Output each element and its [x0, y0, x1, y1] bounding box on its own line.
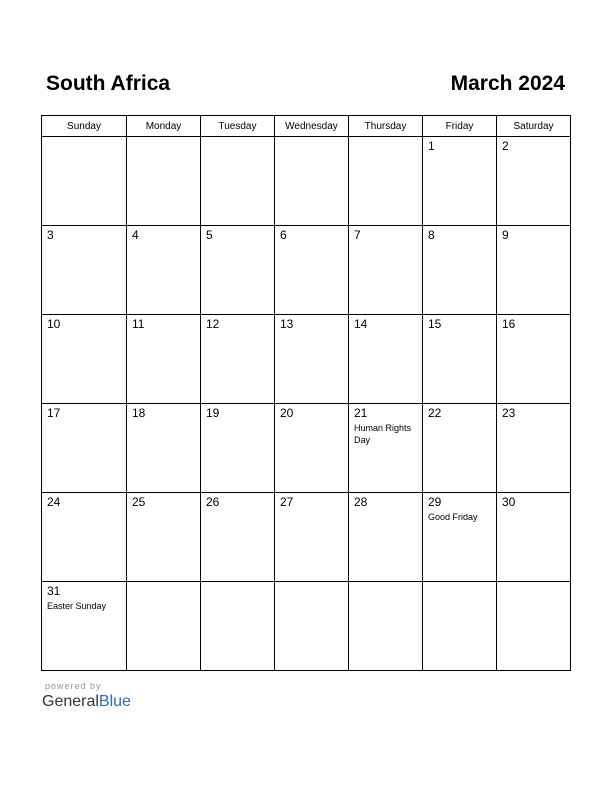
calendar-week-row — [42, 493, 571, 582]
calendar-day-cell — [127, 315, 201, 404]
calendar-day-cell — [42, 315, 127, 404]
day-number: 29 — [428, 495, 442, 509]
weekday-header: Thursday — [349, 116, 423, 137]
day-number: 5 — [206, 228, 213, 242]
weekday-header: Saturday — [497, 116, 571, 137]
calendar-day-cell — [275, 226, 349, 315]
day-number: 15 — [428, 317, 442, 331]
calendar-week-row — [42, 404, 571, 493]
day-number: 14 — [354, 317, 368, 331]
day-number: 20 — [280, 406, 294, 420]
calendar-grid — [41, 115, 571, 671]
calendar-day-cell — [42, 582, 127, 671]
calendar-country-title: South Africa — [46, 72, 171, 95]
day-number: 31 — [47, 584, 61, 598]
calendar-day-cell — [201, 404, 275, 493]
calendar-day-cell — [42, 137, 127, 226]
day-number: 30 — [502, 495, 516, 509]
calendar-day-cell — [497, 582, 571, 671]
day-number: 17 — [47, 406, 61, 420]
holiday-label: Easter Sunday — [47, 601, 107, 611]
calendar-day-cell — [349, 582, 423, 671]
calendar-day-cell — [42, 226, 127, 315]
day-number: 16 — [502, 317, 516, 331]
day-number: 24 — [47, 495, 61, 509]
calendar-day-cell — [349, 315, 423, 404]
calendar-day-cell — [423, 493, 497, 582]
day-number: 11 — [132, 317, 145, 331]
calendar-week-row — [42, 315, 571, 404]
generalblue-branding — [42, 681, 131, 712]
day-number: 28 — [354, 495, 368, 509]
calendar-day-cell — [275, 493, 349, 582]
weekday-header: Tuesday — [201, 116, 275, 137]
calendar-body — [42, 137, 571, 671]
day-number: 19 — [206, 406, 220, 420]
day-number: 1 — [428, 139, 435, 153]
day-number: 12 — [206, 317, 220, 331]
day-number: 18 — [132, 406, 146, 420]
day-number: 10 — [47, 317, 61, 331]
day-number: 13 — [280, 317, 294, 331]
powered-by-label: powered by — [45, 681, 102, 691]
weekday-header: Sunday — [42, 116, 127, 137]
day-number: 23 — [502, 406, 516, 420]
weekday-header-row — [42, 116, 571, 137]
calendar-day-cell — [423, 137, 497, 226]
holiday-label: Human Rights Day — [354, 423, 412, 445]
calendar-day-cell — [275, 404, 349, 493]
calendar-week-row — [42, 582, 571, 671]
logo-blue-text: Blue — [98, 693, 131, 710]
calendar-day-cell — [497, 404, 571, 493]
calendar-day-cell — [275, 137, 349, 226]
day-number: 3 — [47, 228, 54, 242]
calendar-day-cell — [127, 137, 201, 226]
calendar-day-cell — [423, 315, 497, 404]
calendar-week-row — [42, 226, 571, 315]
calendar-day-cell — [127, 226, 201, 315]
calendar-day-cell — [423, 226, 497, 315]
calendar-day-cell — [423, 582, 497, 671]
day-number: 26 — [206, 495, 220, 509]
calendar-day-cell — [127, 582, 201, 671]
calendar-day-cell — [42, 493, 127, 582]
weekday-header: Wednesday — [275, 116, 349, 137]
calendar-day-cell — [127, 404, 201, 493]
day-number: 27 — [280, 495, 294, 509]
calendar-day-cell — [349, 404, 423, 493]
day-number: 22 — [428, 406, 442, 420]
holiday-label: Good Friday — [428, 512, 478, 522]
calendar-month-title: March 2024 — [450, 72, 565, 95]
day-number: 7 — [354, 228, 361, 242]
calendar-day-cell — [349, 137, 423, 226]
generalblue-logo — [42, 692, 131, 712]
calendar-day-cell — [201, 137, 275, 226]
calendar-day-cell — [349, 493, 423, 582]
calendar-day-cell — [423, 404, 497, 493]
calendar-day-cell — [497, 493, 571, 582]
weekday-header: Monday — [127, 116, 201, 137]
calendar-day-cell — [201, 315, 275, 404]
calendar-day-cell — [349, 226, 423, 315]
calendar-day-cell — [201, 226, 275, 315]
calendar-day-cell — [497, 315, 571, 404]
calendar-day-cell — [275, 315, 349, 404]
day-number: 2 — [502, 139, 509, 153]
calendar-day-cell — [497, 137, 571, 226]
day-number: 8 — [428, 228, 435, 242]
day-number: 25 — [132, 495, 146, 509]
weekday-header: Friday — [423, 116, 497, 137]
day-number: 21 — [354, 406, 368, 420]
calendar-day-cell — [42, 404, 127, 493]
calendar-day-cell — [275, 582, 349, 671]
day-number: 9 — [502, 228, 509, 242]
logo-general-text: General — [42, 693, 99, 710]
calendar-day-cell — [497, 226, 571, 315]
calendar-week-row — [42, 137, 571, 226]
day-number: 6 — [280, 228, 287, 242]
calendar-day-cell — [201, 493, 275, 582]
calendar-day-cell — [127, 493, 201, 582]
day-number: 4 — [132, 228, 139, 242]
calendar-day-cell — [201, 582, 275, 671]
